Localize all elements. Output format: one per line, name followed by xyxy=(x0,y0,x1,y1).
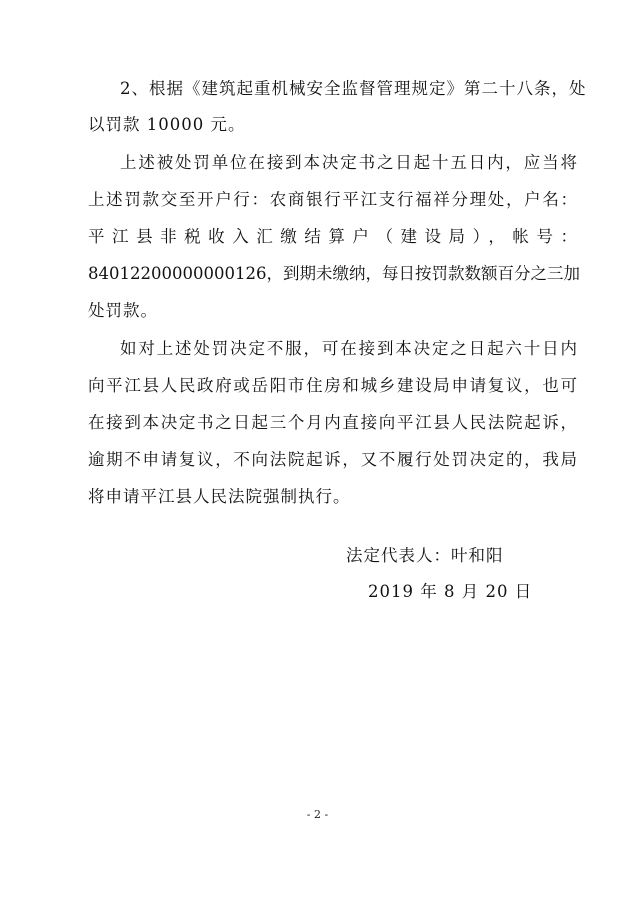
paragraph-3-line-4: 逾期不申请复议，不向法院起诉，又不履行处罚决定的，我局 xyxy=(88,450,578,469)
paragraph-2-line-1: 上述被处罚单位在接到本决定书之日起十五日内，应当将 xyxy=(120,153,578,172)
paragraph-3-line-5: 将申请平江县人民法院强制执行。 xyxy=(88,487,351,506)
page-number: - 2 - xyxy=(306,808,329,821)
legal-representative: 法定代表人：叶和阳 xyxy=(346,546,504,565)
paragraph-2-line-3: 平江县非税收入汇缴结算户（建设局），帐号： xyxy=(88,227,578,246)
paragraph-3-line-2: 向平江县人民政府或岳阳市住房和城乡建设局申请复议，也可 xyxy=(88,376,578,395)
paragraph-3-line-3: 在接到本决定书之日起三个月内直接向平江县人民法院起诉， xyxy=(88,413,578,432)
paragraph-1-line-1: 2、根据《建筑起重机械安全监督管理规定》第二十八条，处 xyxy=(120,79,587,98)
paragraph-3-line-1: 如对上述处罚决定不服，可在接到本决定之日起六十日内 xyxy=(120,339,578,358)
signature-date: 2019 年 8 月 20 日 xyxy=(368,582,533,601)
paragraph-2-line-5: 处罚款。 xyxy=(88,301,158,320)
paragraph-1-line-2: 以罚款 10000 元。 xyxy=(88,115,246,134)
paragraph-2-line-2: 上述罚款交至开户行：农商银行平江支行福祥分理处，户名： xyxy=(88,190,578,209)
paragraph-2-line-4: 84012200000000126，到期未缴纳，每日按罚款数额百分之三加 xyxy=(88,264,580,283)
